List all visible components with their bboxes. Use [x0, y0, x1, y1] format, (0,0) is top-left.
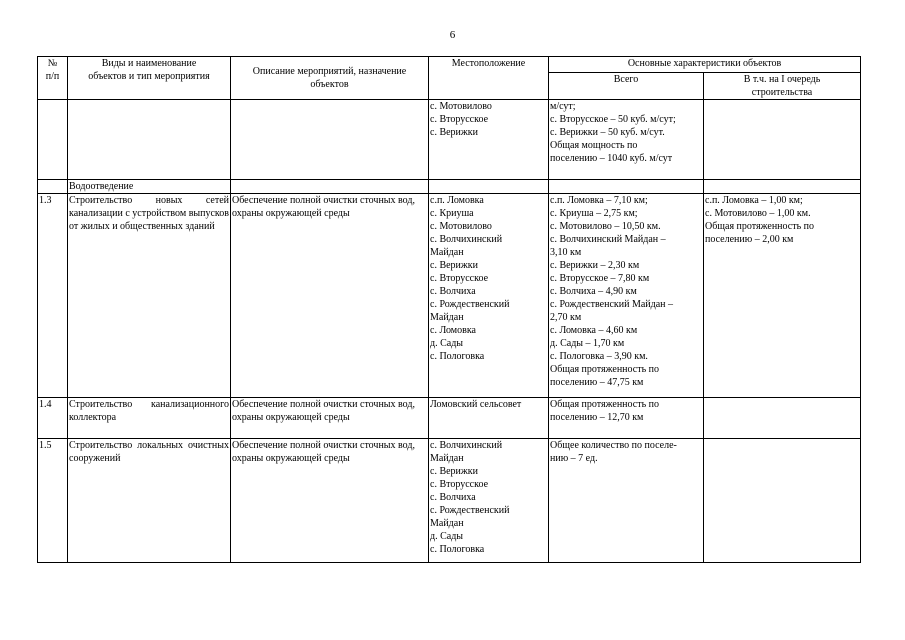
objects-table: [37, 56, 861, 563]
header-location: Местоположение: [429, 57, 549, 100]
description: Обеспечение полной очистки сточных вод, охраны окружающей среды: [231, 194, 429, 398]
header-description: Описание мероприятий, назначение объектов: [231, 57, 429, 100]
table-row: [38, 398, 861, 439]
description: Обеспечение полной очистки сточных вод, охраны окружающей среды: [231, 439, 429, 563]
total-cell: м/сут; с. Вторусское – 50 куб. м/сут; с. Верижки – 50 куб. м/сут. Общая мощность по поселению – 1040 куб. м/сут: [549, 100, 704, 180]
table-row: [38, 439, 861, 563]
table-row: [38, 194, 861, 398]
location-cell: с. Мотовилово с. Вторусское с. Верижки: [429, 100, 549, 180]
location-cell: Ломовский сельсовет: [429, 398, 549, 439]
object-type: Строительство канализационного коллектора: [68, 398, 231, 439]
location-cell: с. Волчихинский Майдан с. Верижки с. Вторусское с. Волчиха с. Рождественский Майдан д. Сады с. Пологовка: [429, 439, 549, 563]
section-row: [38, 180, 861, 194]
header-total: Всего: [549, 73, 704, 100]
first-stage-cell: с.п. Ломовка – 1,00 км; с. Мотовилово – 1,00 км. Общая протяженность по поселению – 2,00 км: [704, 194, 861, 398]
location-cell: с.п. Ломовка с. Криуша с. Мотовилово с. Волчихинский Майдан с. Верижки с. Вторусское с. Волчиха с. Рождественский Майдан с. Ломовка д. Сады с. Пологовка: [429, 194, 549, 398]
page-number: 6: [449, 29, 456, 41]
header-number: № п/п: [38, 57, 68, 100]
table-row: [38, 100, 861, 180]
object-type: Строительство новых сетей канализации с устройством выпусков от жилых и общественных зданий: [68, 194, 231, 398]
header-object-types: Виды и наименование объектов и тип мероприятия: [68, 57, 231, 100]
header-first-stage: В т.ч. на I очередь строительства: [704, 73, 861, 100]
total-cell: Общее количество по поселе- нию – 7 ед.: [549, 439, 704, 563]
description: Обеспечение полной очистки сточных вод, охраны окружающей среды: [231, 398, 429, 439]
section-title: Водоотведение: [68, 180, 231, 194]
row-number: 1.5: [38, 439, 68, 563]
total-cell: Общая протяженность по поселению – 12,70 км: [549, 398, 704, 439]
first-stage-cell: [704, 398, 861, 439]
first-stage-cell: [704, 439, 861, 563]
total-cell: с.п. Ломовка – 7,10 км; с. Криуша – 2,75 км; с. Мотовилово – 10,50 км. с. Волчихинский Майдан – 3,10 км с. Верижки – 2,30 км с. Вторусское – 7,80 км с. Волчиха – 4,90 км с. Рождественский Майдан – 2,70 км с. Ломовка – 4,60 км д. Сады – 1,70 км с. Пологовка – 3,90 км. Общая протяженность по поселению – 47,75 км: [549, 194, 704, 398]
object-type: Строительство локальных очистных сооружений: [68, 439, 231, 563]
header-characteristics: Основные характеристики объектов: [549, 57, 861, 73]
row-number: 1.3: [38, 194, 68, 398]
row-number: 1.4: [38, 398, 68, 439]
